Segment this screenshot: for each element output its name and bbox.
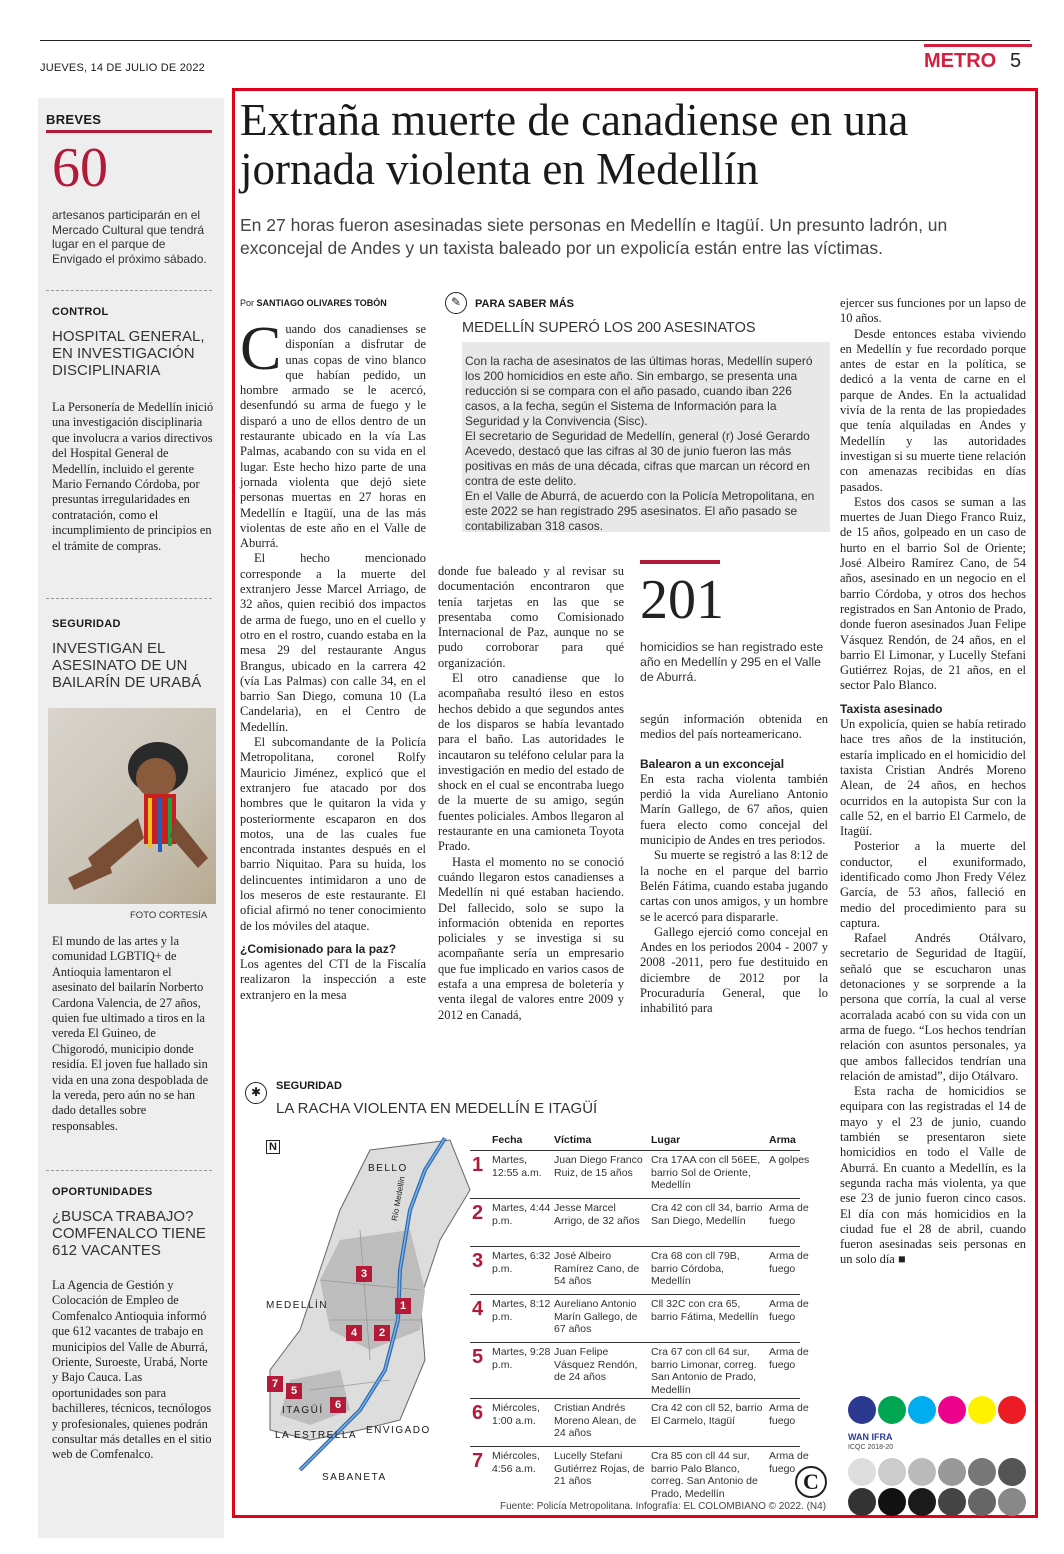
color-swatch xyxy=(968,1396,996,1424)
table-row xyxy=(470,1198,809,1246)
col-arma: Arma xyxy=(769,1134,796,1146)
breves-number: 60 xyxy=(52,137,108,199)
subheading: ¿Comisionado para la paz? xyxy=(240,941,397,956)
grey-swatch xyxy=(968,1488,996,1516)
cell-lugar: Cra 17AA con cll 56EE, barrio Sol de Oriente, Medellín xyxy=(651,1154,761,1191)
section-bar xyxy=(924,44,1032,47)
map-label-itagui: ITAGÜÍ xyxy=(282,1405,324,1416)
cell-lugar: Cll 32C con cra 65, barrio Fátima, Medellín xyxy=(651,1298,759,1323)
paragraph: Estos dos casos se suman a las muertes de Juan Diego Franco Ruiz, de 15 años, golpeado en un caso de hurto en el barrio Sol de Oriente; José Albeiro Ramírez Cano, de 54 años, asesinado en un negocio en el barrio Córdoba, y otros dos hechos registrados en San Antonio de Prado, donde fueron asesinados Juan Felipe Vásquez Rendón, de 24 años, en el barrio El Limonar, y Lucelly Stefani Gutiérrez Rojas, de 21 años, en el sector Palo Blanco. xyxy=(840,494,1026,693)
victims-table xyxy=(470,1134,810,1502)
grey-swatch xyxy=(968,1458,996,1486)
subheading: Balearon a un exconcejal xyxy=(640,756,785,771)
print-color-bar xyxy=(842,1392,1028,1522)
table-row xyxy=(470,1294,809,1342)
cell-fecha: Martes, 6:32 p.m. xyxy=(492,1250,551,1275)
section-name: METRO xyxy=(924,50,997,72)
map-marker: 1 xyxy=(395,1298,411,1314)
article-column-4 xyxy=(840,296,1026,1268)
cell-fecha: Martes, 12:55 a.m. xyxy=(492,1154,542,1179)
cell-victima: Lucelly Stefani Gutiérrez Rojas, de 21 años xyxy=(554,1450,645,1487)
cell-fecha: Martes, 8:12 p.m. xyxy=(492,1298,551,1323)
infobox-title: MEDELLÍN SUPERÓ LOS 200 ASESINATOS xyxy=(462,320,756,336)
byline-prefix: Por xyxy=(240,298,255,308)
oportunidades-title: ¿BUSCA TRABAJO? COMFENALCO TIENE 612 VACANTES xyxy=(52,1208,206,1259)
paragraph: Un expolicía, quien se había retirado hace tres años de la institución, estaría implicado en el homicidio del taxista Cristian Andrés Moreno Alean, de 24 años, en hechos ocurridos en la autopista Sur con la calle 52, en el barrio El Carmelo, de Itagüí. xyxy=(840,717,1026,839)
cell-arma: Arma de fuego xyxy=(769,1202,809,1227)
map-marker: 3 xyxy=(356,1266,372,1282)
paragraph: donde fue baleado y al revisar su documentación encontraron que tenía tarjetas en las que se presentaba como Comisionado Internacional de Paz, aunque no se pudo corroborar para qué organización. xyxy=(438,564,624,670)
seguridad-label: SEGURIDAD xyxy=(52,618,121,630)
north-indicator: N xyxy=(266,1140,280,1154)
table-row xyxy=(470,1398,809,1446)
infographic-source: Fuente: Policía Metropolitana. Infografía: EL COLOMBIANO © 2022. (N4) xyxy=(500,1501,827,1512)
paragraph: uando dos canadienses se disponían a disfrutar de unas copas de vino blanco que habían pedido, un hombre armado se le acercó, desenfundó su arma de fuego y le disparó a uno de ellos dentro de un restaurante ubicado en la vía Las Palmas, acabando con su vida en el lugar. Este hecho hizo parte de una jornada violenta que dejó siete personas muertas en 27 horas en Medellín e Itagüí, una de las más violentas de este año en el Valle de Aburrá. xyxy=(240,322,426,551)
control-title: HOSPITAL GENERAL, EN INVESTIGACIÓN DISCIPLINARIA xyxy=(52,328,205,379)
paragraph: Posterior a la muerte del conductor, el exuniformado, identificado como Jhon Fredy Vélez García, de 53 años, falleció en medio del procedimiento para su captura. xyxy=(840,839,1026,930)
cell-lugar: Cra 42 con cll 34, barrio San Diego, Medellín xyxy=(651,1202,763,1227)
paragraph: Su muerte se registró a las 8:12 de la noche en el parque del barrio Belén Fátima, cuando estaba jugando cartas con unos amigos, y un hombre se le acercó para dispararle. xyxy=(640,848,828,924)
oportunidades-label: OPORTUNIDADES xyxy=(52,1186,153,1198)
seguridad-text: El mundo de las artes y la comunidad LGBTIQ+ de Antioquia lamentaron el asesinato del bailarín Norberto Cardona Valencia, de 27 años, quien fue ultimado a tiros en la vereda El Guineo, de Chigorodó, municipio donde residía. El joven fue hallado sin vida en una zona despoblada de la vereda, pero aún no se han dado detalles sobre responsables. xyxy=(52,934,209,1133)
table-row xyxy=(470,1446,809,1502)
cell-lugar: Cra 68 con cll 79B, barrio Córdoba, Medellín xyxy=(651,1250,740,1287)
grey-swatch xyxy=(878,1458,906,1486)
wan-ifra-logo: WAN IFRA xyxy=(848,1432,893,1442)
stat-number: 201 xyxy=(640,569,724,631)
paragraph: Esta racha de homicidios se equipara con las registradas el 14 de mayo y el 23 de junio, cuando también se presentaron siete homicidios en todo el Valle de Aburrá. En cuanto a Medellín, es la segunda racha más violenta, ya que ese 23 de junio fueron cinco casos. El día con más homicidios en la ciudad fue el 28 de abril, cuando fueron asesinadas seis personas en un solo día ■ xyxy=(840,1084,1026,1267)
cell-arma: Arma de fuego xyxy=(769,1346,809,1371)
el-colombiano-logo: C xyxy=(795,1466,827,1498)
oportunidades-text: La Agencia de Gestión y Colocación de Empleo de Comfenalco Antioquia informó que 612 vacantes de trabajo en municipios del Valle de Aburrá, Oriente, Suroeste, Urabá, Norte y Bajo Cauca. Las oportunidades son para bachilleres, técnicos, tecnólogos y profesionales, quienes podrán consultar más detalles en el sitio web de Comfenalco. xyxy=(52,1278,212,1462)
dancer-illustration xyxy=(48,708,216,904)
map-label-medellin: MEDELLÍN xyxy=(266,1300,329,1311)
row-number: 4 xyxy=(472,1298,484,1320)
infobox-paragraph: En el Valle de Aburrá, de acuerdo con la Policía Metropolitana, en este 2022 se han registrado 295 asesinatos. El año pasado se contabilizaban 318 casos. xyxy=(465,489,815,533)
control-text: La Personería de Medellín inició una investigación disciplinaria que involucra a varios directivos del Hospital General de Medellín, incluido el gerente Mario Fernando Córdoba, por presuntas irregularidades en contratación, como el incumplimiento de principios en el trámite de compras. xyxy=(52,400,214,553)
dropcap: C xyxy=(240,315,282,383)
subheading: Taxista asesinado xyxy=(840,701,943,716)
byline xyxy=(240,298,387,308)
cell-arma: Arma de fuego xyxy=(769,1450,809,1475)
paragraph: En esta racha violenta también perdió la vida Aureliano Antonio Marín Gallego, de 67 años, quien fuera electo como concejal del municipio de Andes en tres periodos. xyxy=(640,771,828,848)
map-label-sabaneta: SABANETA xyxy=(322,1472,387,1483)
cell-arma: Arma de fuego xyxy=(769,1402,809,1427)
cell-victima: José Albeiro Ramírez Cano, de 54 años xyxy=(554,1250,640,1287)
row-number: 5 xyxy=(472,1346,484,1368)
dancer-photo xyxy=(48,708,216,904)
cell-victima: Cristian Andrés Moreno Alean, de 24 años xyxy=(554,1402,637,1439)
deck: En 27 horas fueron asesinadas siete personas en Medellín e Itagüí. Un presunto ladrón, un exconcejal de Andes y un taxista baleado por un expolicía están entre las víctimas. xyxy=(240,215,948,258)
color-swatch xyxy=(938,1396,966,1424)
article-column-1 xyxy=(240,315,426,1003)
color-swatch xyxy=(878,1396,906,1424)
cell-fecha: Martes, 4:44 p.m. xyxy=(492,1202,551,1227)
grey-swatch xyxy=(938,1488,966,1516)
sidebar-divider xyxy=(46,598,212,599)
col-victima: Víctima xyxy=(554,1134,592,1146)
grey-swatch xyxy=(908,1458,936,1486)
grey-swatch xyxy=(908,1488,936,1516)
grey-swatch xyxy=(998,1488,1026,1516)
cell-arma: Arma de fuego xyxy=(769,1298,809,1323)
map-marker: 2 xyxy=(374,1325,390,1341)
col-fecha: Fecha xyxy=(492,1134,523,1146)
cell-lugar: Cra 85 con cll 44 sur, barrio Palo Blanco, correg. San Antonio de Prado, Medellín xyxy=(651,1450,758,1500)
color-swatch xyxy=(908,1396,936,1424)
cell-victima: Jesse Marcel Arrigo, de 32 años xyxy=(554,1202,640,1227)
cell-victima: Aureliano Antonio Marín Gallego, de 67 años xyxy=(554,1298,638,1335)
grey-swatch xyxy=(848,1458,876,1486)
paragraph: El otro canadiense que lo acompañaba resultó ileso en estos hechos debido a que segundos antes de los disparos se había levantado para el baño. Las autoridades le incautaron su teléfono celular para la investigación en medio del estado de shock en el cual se encontraba luego de la muerte de su amigo, según fuentes policiales. Ambos llegaron al restaurante en una camioneta Toyota Prado. xyxy=(438,671,624,854)
paragraph: ejercer sus funciones por un lapso de 10 años. xyxy=(840,296,1026,326)
paragraph: El subcomandante de la Policía Metropolitana, coronel Rolfy Mauricio Jiménez, explicó que el extranjero fue atacado por dos hombres que le quitaron la vida y posteriormente escaparon en dos motos, una de las cuales fue encontrada instantes después en el barrio Niquitao. Para su huida, los delincuentes intimidaron a uno de los meseros de este restaurante. El oficial afirmó no tener conocimiento de los móviles del ataque. xyxy=(240,735,426,933)
icqc-text: ICQC 2018-20 xyxy=(848,1444,894,1451)
seguridad-icon: ✱ xyxy=(245,1082,267,1104)
infobox-text xyxy=(465,354,825,534)
row-number: 2 xyxy=(472,1202,484,1224)
stat-text: homicidios se han registrado este año en Medellín y 295 en el Valle de Aburrá. xyxy=(640,640,824,684)
cell-arma: Arma de fuego xyxy=(769,1250,809,1275)
map-marker: 4 xyxy=(346,1325,362,1341)
table-body xyxy=(470,1150,810,1502)
col-lugar: Lugar xyxy=(651,1134,681,1146)
map-label-rio: Río Medellín xyxy=(390,1175,407,1222)
map-label-envigado: ENVIGADO xyxy=(366,1425,431,1436)
map-label-bello: BELLO xyxy=(368,1163,408,1174)
paragraph: Hasta el momento no se conoció cuándo llegaron estos canadienses a Medellín ni qué estaban haciendo. Del fallecido, solo se supo la información obtenida en reportes policiales y se investiga si su acompañante sería un empresario que fue implicado en varios casos de estafa a una empresa de boletería y venta ilegal de valores entre 2009 y 2012 en Canadá, xyxy=(438,854,624,1022)
breves-rule xyxy=(46,130,212,133)
cell-arma: A golpes xyxy=(769,1154,810,1166)
infobox-paragraph: Con la racha de asesinatos de las últimas horas, Medellín superó los 200 homicidios en este año. Sin embargo, se presenta una reducción si se compara con el año pasado, cuando iban 226 casos, a la fecha, según el Sistema de Información para la Seguridad y la Convivencia (Sisc). xyxy=(465,354,813,428)
infographic-title: LA RACHA VIOLENTA EN MEDELLÍN E ITAGÜÍ xyxy=(276,1100,598,1117)
cell-fecha: Martes, 9:28 p.m. xyxy=(492,1346,551,1371)
breves-text: artesanos participarán en el Mercado Cultural que tendrá lugar en el parque de Envigado el próximo sábado. xyxy=(52,208,207,266)
map-marker: 7 xyxy=(267,1376,283,1392)
paragraph: Los agentes del CTI de la Fiscalía realizaron la inspección a este extranjero en la mesa xyxy=(240,957,426,1002)
issue-date: JUEVES, 14 DE JULIO DE 2022 xyxy=(40,62,205,74)
page-number: 5 xyxy=(1010,50,1022,72)
cell-fecha: Miércoles, 1:00 a.m. xyxy=(492,1402,540,1427)
cell-fecha: Miércoles, 4:56 a.m. xyxy=(492,1450,540,1475)
sidebar-divider xyxy=(46,1170,212,1171)
row-number: 1 xyxy=(472,1154,484,1176)
infobox-label: PARA SABER MÁS xyxy=(475,298,575,310)
paragraph: según información obtenida en medios del país norteamericano. xyxy=(640,712,828,742)
paragraph: El hecho mencionado corresponde a la muerte del extranjero Jesse Marcel Arriago, de 32 años, quien recibió dos impactos de arma de fuego, uno en el cuello y otro en el rostro, cuando estaba en la mesa 29 del restaurante Angus Brangus, ubicado en la carrera 42 (vía Las Palmas) con calle 34, en el barrio San Diego, comuna 10 (La Candelaria), en el Centro de Medellín. xyxy=(240,551,426,734)
pin-icon: ✎ xyxy=(445,292,467,314)
cell-victima: Juan Diego Franco Ruiz, de 15 años xyxy=(554,1154,643,1179)
map-marker: 5 xyxy=(286,1383,302,1399)
article-column-2 xyxy=(438,564,624,1023)
breves-label: BREVES xyxy=(46,112,102,127)
table-row xyxy=(470,1342,809,1398)
stat-rule xyxy=(640,560,720,564)
table-row xyxy=(470,1150,810,1198)
paragraph: Desde entonces estaba viviendo en Medellín y fue recordado porque antes de estar en la política, se dedicó a la venta de carne en el parque de Andes. En la actualidad vivía de la renta de las propiedades que tenía alquiladas en Andes y Medellín y las autoridades investigan si su muerte tiene relación con amenazas recibidas en días pasados. xyxy=(840,326,1026,494)
control-label: CONTROL xyxy=(52,306,109,318)
byline-author: SANTIAGO OLIVARES TOBÓN xyxy=(256,298,387,308)
table-row xyxy=(470,1246,809,1294)
article-column-3 xyxy=(640,712,828,1017)
grey-swatch xyxy=(938,1458,966,1486)
color-swatch xyxy=(848,1396,876,1424)
cell-lugar: Cra 42 con cll 52, barrio El Carmelo, Itagüí xyxy=(651,1402,763,1427)
map-marker: 6 xyxy=(330,1397,346,1413)
grey-swatch xyxy=(998,1458,1026,1486)
headline: Extraña muerte de canadiense en una jornada violenta en Medellín xyxy=(240,95,909,194)
color-swatch xyxy=(998,1396,1026,1424)
paragraph: Rafael Andrés Otálvaro, secretario de Seguridad de Itagüí, señaló que se escucharon unas detonaciones y se sorprende a la persona que corría, la cual al verse acorralada acabó con su vida con un arma de fuego. “Los hechos tendrían relación con asuntos personales, ya que ambos fallecidos tendrían una relación de amistad”, dijo Otálvaro. xyxy=(840,931,1026,1083)
row-number: 3 xyxy=(472,1250,484,1272)
infobox-paragraph: El secretario de Seguridad de Medellín, general (r) José Gerardo Acevedo, destacó que las cifras al 30 de junio fueron las más positivas en más de una década, cifras que marcan un récord en contra de este delito. xyxy=(465,429,810,488)
row-number: 7 xyxy=(472,1450,484,1472)
cell-lugar: Cra 67 con cll 64 sur, barrio Limonar, correg. San Antonio de Prado, Medellín xyxy=(651,1346,757,1396)
table-header xyxy=(470,1134,800,1150)
grey-swatch xyxy=(878,1488,906,1516)
cell-victima: Juan Felipe Vásquez Rendón, de 24 años xyxy=(554,1346,638,1383)
grey-swatch xyxy=(848,1488,876,1516)
infographic-label: SEGURIDAD xyxy=(276,1080,343,1092)
photo-credit: FOTO CORTESÍA xyxy=(130,910,208,921)
paragraph: Gallego ejerció como concejal en Andes en los periodos 2004 - 2007 y 2008 -2011, pero fue destituido en diciembre de 2012 por la Procuraduría General, que lo inhabilitó para xyxy=(640,924,828,1016)
map-label-estrella: LA ESTRELLA xyxy=(275,1430,358,1441)
row-number: 6 xyxy=(472,1402,484,1424)
sidebar-divider xyxy=(46,290,212,291)
top-rule xyxy=(40,40,1030,41)
seguridad-title: INVESTIGAN EL ASESINATO DE UN BAILARÍN DE URABÁ xyxy=(52,640,202,691)
